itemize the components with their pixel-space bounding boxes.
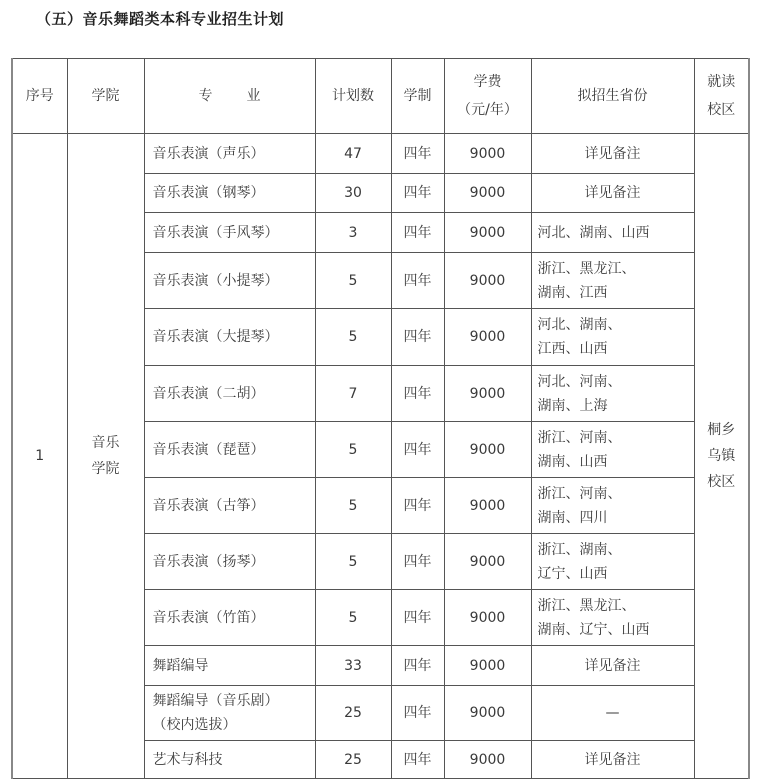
provinces-line: 河北、河南、 (537, 373, 622, 390)
header-seq: 序号 (12, 59, 67, 134)
table-row (12, 134, 749, 174)
campus-line3: 校区 (707, 474, 736, 490)
provinces-line: 湖南、江西 (537, 284, 608, 301)
plan-cell: 3 (315, 213, 391, 253)
header-duration: 学制 (391, 59, 444, 134)
provinces-line: 湖南、山西 (537, 453, 608, 470)
provinces-cell: 详见备注 (531, 134, 694, 174)
major-cell: 音乐表演（二胡） (144, 366, 315, 422)
header-campus-line1: 就读 (707, 74, 736, 90)
major-cell: 音乐表演（竹笛） (144, 590, 315, 646)
plan-cell: 5 (315, 590, 391, 646)
header-major: 专业 (144, 59, 315, 134)
fee-cell: 9000 (444, 590, 531, 646)
provinces-line: 湖南、上海 (537, 397, 608, 414)
plan-cell: 5 (315, 309, 391, 366)
duration-cell: 四年 (391, 646, 444, 686)
plan-cell: 30 (315, 174, 391, 213)
enrollment-plan-table (11, 58, 750, 779)
duration-cell: 四年 (391, 174, 444, 213)
provinces-line: 湖南、辽宁、山西 (537, 621, 650, 638)
major-cell: 音乐表演（钢琴） (144, 174, 315, 213)
provinces-cell (531, 422, 694, 478)
header-campus-line2: 校区 (707, 102, 736, 118)
provinces-line: 湖南、四川 (537, 509, 608, 526)
fee-cell: 9000 (444, 174, 531, 213)
major-cell: 艺术与科技 (144, 741, 315, 779)
plan-cell: 5 (315, 422, 391, 478)
fee-cell: 9000 (444, 134, 531, 174)
duration-cell: 四年 (391, 686, 444, 741)
fee-cell: 9000 (444, 309, 531, 366)
provinces-cell: 详见备注 (531, 741, 694, 779)
group-college (67, 134, 144, 779)
header-fee (444, 59, 531, 134)
major-cell: 音乐表演（声乐） (144, 134, 315, 174)
duration-cell: 四年 (391, 741, 444, 779)
major-cell: 音乐表演（手风琴） (144, 213, 315, 253)
provinces-cell (531, 309, 694, 366)
provinces-cell (531, 534, 694, 590)
duration-cell: 四年 (391, 134, 444, 174)
major-cell: 音乐表演（大提琴） (144, 309, 315, 366)
plan-cell: 5 (315, 534, 391, 590)
provinces-cell: 详见备注 (531, 174, 694, 213)
provinces-cell: 河北、湖南、山西 (531, 213, 694, 253)
major-line: 舞蹈编导（音乐剧） (152, 693, 279, 709)
header-fee-line1: 学费 (473, 74, 502, 90)
page-title: （五）音乐舞蹈类本科专业招生计划 (36, 10, 285, 28)
plan-cell: 7 (315, 366, 391, 422)
plan-cell: 25 (315, 686, 391, 741)
fee-cell: 9000 (444, 366, 531, 422)
plan-cell: 47 (315, 134, 391, 174)
provinces-line: 浙江、黑龙江、 (537, 597, 636, 614)
fee-cell: 9000 (444, 534, 531, 590)
header-row (12, 59, 749, 134)
major-line: （校内选拔） (152, 717, 237, 733)
major-cell: 音乐表演（琵琶） (144, 422, 315, 478)
provinces-line: 浙江、黑龙江、 (537, 260, 636, 277)
fee-cell: 9000 (444, 422, 531, 478)
campus-line2: 乌镇 (707, 448, 736, 464)
major-cell: 音乐表演（古筝） (144, 478, 315, 534)
header-plan: 计划数 (315, 59, 391, 134)
campus-line1: 桐乡 (707, 422, 736, 438)
plan-cell: 5 (315, 253, 391, 309)
college-line2: 学院 (91, 461, 120, 477)
major-cell: 舞蹈编导 (144, 646, 315, 686)
provinces-cell (531, 590, 694, 646)
duration-cell: 四年 (391, 534, 444, 590)
provinces-line: 江西、山西 (537, 341, 608, 357)
college-line1: 音乐 (91, 435, 120, 451)
duration-cell: 四年 (391, 478, 444, 534)
major-cell: 音乐表演（扬琴） (144, 534, 315, 590)
header-campus (694, 59, 749, 134)
group-campus (694, 134, 749, 779)
provinces-cell: — (531, 686, 694, 741)
plan-cell: 25 (315, 741, 391, 779)
duration-cell: 四年 (391, 422, 444, 478)
provinces-cell (531, 366, 694, 422)
duration-cell: 四年 (391, 253, 444, 309)
duration-cell: 四年 (391, 213, 444, 253)
provinces-line: 辽宁、山西 (537, 565, 608, 582)
major-cell (144, 686, 315, 741)
fee-cell: 9000 (444, 741, 531, 779)
duration-cell: 四年 (391, 366, 444, 422)
fee-cell: 9000 (444, 213, 531, 253)
provinces-line: 浙江、河南、 (537, 485, 622, 502)
provinces-line: 河北、湖南、 (537, 317, 622, 333)
provinces-line: 浙江、河南、 (537, 429, 622, 446)
header-provinces: 拟招生省份 (531, 59, 694, 134)
major-cell: 音乐表演（小提琴） (144, 253, 315, 309)
header-fee-line2: （元/年） (457, 102, 518, 118)
provinces-cell: 详见备注 (531, 646, 694, 686)
group-seq: 1 (12, 134, 67, 779)
duration-cell: 四年 (391, 590, 444, 646)
provinces-cell (531, 478, 694, 534)
fee-cell: 9000 (444, 686, 531, 741)
fee-cell: 9000 (444, 478, 531, 534)
fee-cell: 9000 (444, 253, 531, 309)
duration-cell: 四年 (391, 309, 444, 366)
provinces-cell (531, 253, 694, 309)
fee-cell: 9000 (444, 646, 531, 686)
header-college: 学院 (67, 59, 144, 134)
plan-cell: 5 (315, 478, 391, 534)
provinces-line: 浙江、湖南、 (537, 541, 622, 558)
plan-cell: 33 (315, 646, 391, 686)
